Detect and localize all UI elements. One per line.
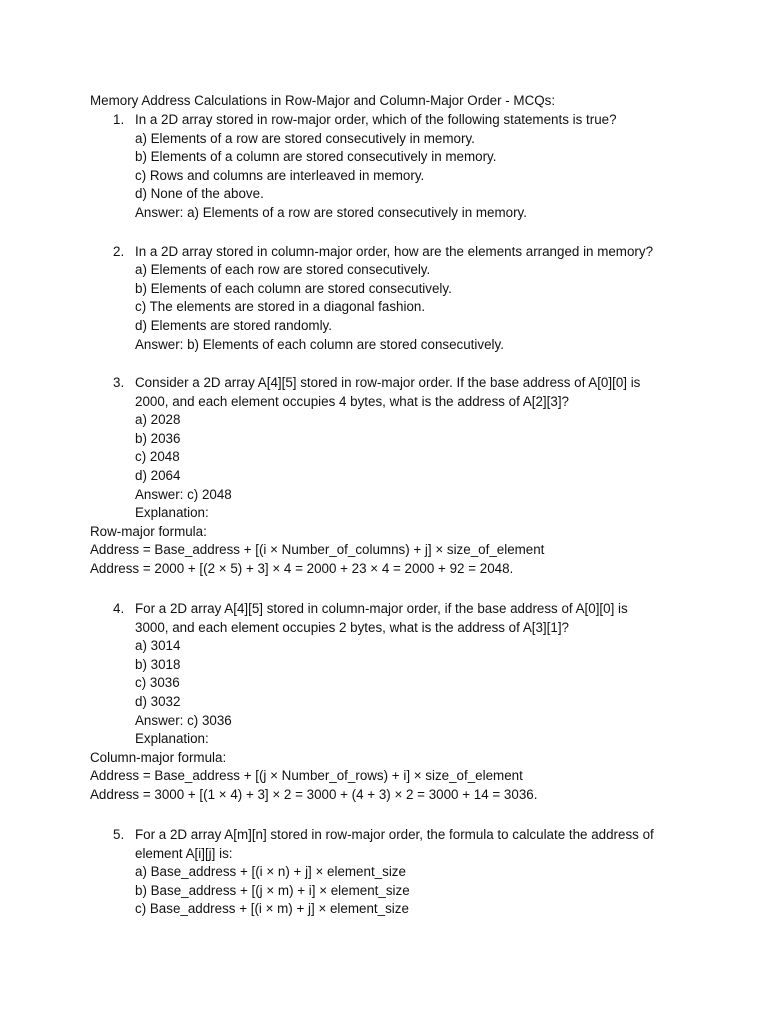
- option-d: d) None of the above.: [135, 186, 264, 202]
- option-c: c) Base_address + [(i × m) + j] × element_size: [135, 901, 409, 917]
- question-stem-line-1: For a 2D array A[4][5] stored in column-major order, if the base address of A[0][0] is: [135, 601, 628, 616]
- question-stem-line-1: Consider a 2D array A[4][5] stored in row-major order. If the base address of A[0][0] is: [135, 375, 641, 390]
- option-d: d) 2064: [135, 468, 181, 483]
- option-b: b) Elements of a column are stored consecutively in memory.: [135, 149, 497, 165]
- calculation: Address = 3000 + [(1 × 4) + 3] × 2 = 3000 + (4 + 3) × 2 = 3000 + 14 = 3036.: [90, 787, 538, 802]
- option-c: c) 3036: [135, 675, 180, 691]
- question-stem-line-2: 2000, and each element occupies 4 bytes, what is the address of A[2][3]?: [135, 393, 569, 409]
- option-c: c) The elements are stored in a diagonal fashion.: [135, 299, 426, 315]
- formula: Address = Base_address + [(j × Number_of_rows) + i] × size_of_element: [90, 768, 523, 784]
- option-b: b) Base_address + [(j × m) + i] × element_size: [135, 882, 410, 898]
- document-title: Memory Address Calculations in Row-Major and Column-Major Order - MCQs:: [90, 93, 556, 108]
- option-b: b) 2036: [135, 430, 181, 446]
- option-a: a) 2028: [135, 412, 181, 428]
- answer: Answer: b) Elements of each column are stored consecutively.: [135, 336, 504, 352]
- answer: Answer: c) 3036: [135, 712, 232, 728]
- option-a: a) Elements of a row are stored consecutively in memory.: [135, 130, 475, 146]
- question-stem: In a 2D array stored in column-major order, how are the elements arranged in memory?: [135, 243, 654, 259]
- formula: Address = Base_address + [(i × Number_of_columns) + j] × size_of_element: [90, 542, 545, 558]
- answer: Answer: a) Elements of a row are stored consecutively in memory.: [135, 205, 527, 220]
- question-stem-line-2: 3000, and each element occupies 2 bytes, what is the address of A[3][1]?: [135, 619, 569, 635]
- option-a: a) Base_address + [(i × n) + j] × element_size: [135, 864, 406, 880]
- option-a: a) Elements of each row are stored consecutively.: [135, 262, 431, 278]
- question-number: 4.: [113, 601, 125, 616]
- question-number: 2.: [113, 243, 125, 259]
- explanation-label: Explanation:: [135, 731, 209, 747]
- question-number: 1.: [113, 112, 125, 127]
- option-c: c) Rows and columns are interleaved in memory.: [135, 167, 425, 183]
- calculation: Address = 2000 + [(2 × 5) + 3] × 4 = 2000 + 23 × 4 = 2000 + 92 = 2048.: [90, 561, 514, 576]
- question-stem-line-2: element A[i][j] is:: [135, 845, 233, 861]
- explanation-label: Explanation:: [135, 505, 209, 521]
- option-b: b) Elements of each column are stored consecutively.: [135, 280, 452, 296]
- question-stem: In a 2D array stored in row-major order, which of the following statements is true?: [135, 112, 617, 127]
- option-d: d) 3032: [135, 694, 181, 709]
- option-b: b) 3018: [135, 656, 181, 672]
- option-a: a) 3014: [135, 638, 181, 654]
- question-number: 5.: [113, 827, 125, 842]
- formula-heading: Row-major formula:: [90, 523, 207, 539]
- formula-heading: Column-major formula:: [90, 749, 227, 765]
- question-stem-line-1: For a 2D array A[m][n] stored in row-major order, the formula to calculate the address of: [135, 827, 654, 842]
- question-number: 3.: [113, 375, 125, 390]
- option-d: d) Elements are stored randomly.: [135, 317, 332, 333]
- option-c: c) 2048: [135, 449, 180, 465]
- answer: Answer: c) 2048: [135, 486, 232, 502]
